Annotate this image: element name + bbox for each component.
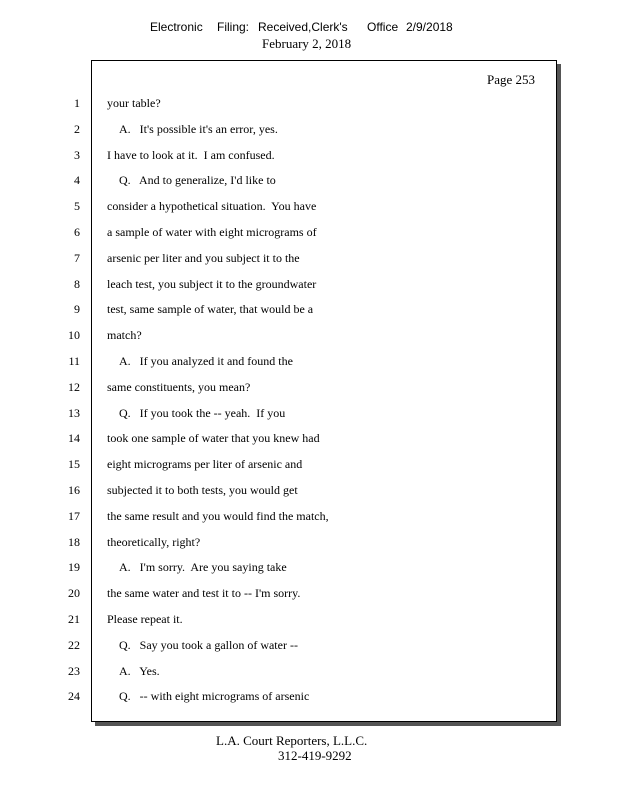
transcript-line: arsenic per liter and you subject it to the [107, 251, 300, 265]
line-number: 13 [68, 406, 80, 420]
line-number: 20 [68, 586, 80, 600]
transcript-line: match? [107, 328, 142, 342]
line-number: 9 [74, 302, 80, 316]
transcript-line: test, same sample of water, that would be a [107, 302, 314, 316]
transcript-line: eight micrograms per liter of arsenic and [107, 457, 303, 471]
line-number: 1 [74, 96, 80, 110]
line-number: 23 [68, 664, 80, 678]
stamp-word: Received,Clerk's [258, 20, 348, 34]
transcript-line: theoretically, right? [107, 535, 201, 549]
line-number: 24 [68, 689, 80, 703]
line-number: 4 [74, 173, 80, 187]
reporter-phone: 312-419-9292 [278, 748, 352, 763]
page-number: Page 253 [487, 72, 536, 87]
transcript-line: your table? [107, 96, 161, 110]
transcript-line: Q. If you took the -- yeah. If you [119, 406, 286, 420]
transcript-line: Please repeat it. [107, 612, 183, 626]
line-number: 22 [68, 638, 80, 652]
transcript-line: took one sample of water that you knew had [107, 431, 320, 445]
line-number: 14 [68, 431, 80, 445]
line-number: 10 [68, 328, 80, 342]
line-number: 8 [74, 277, 80, 291]
stamp-word: Office [367, 20, 399, 34]
transcript-line: Q. And to generalize, I'd like to [119, 173, 276, 187]
transcript-line: A. If you analyzed it and found the [119, 354, 293, 368]
transcript-line: same constituents, you mean? [107, 380, 251, 394]
line-number: 2 [74, 122, 80, 136]
line-number: 15 [68, 457, 80, 471]
transcript-line: A. It's possible it's an error, yes. [119, 122, 278, 136]
transcript-line: subjected it to both tests, you would get [107, 483, 298, 497]
stamp-word: 2/9/2018 [406, 20, 453, 34]
transcript-line: the same water and test it to -- I'm sorry. [107, 586, 301, 600]
transcript-line: a sample of water with eight micrograms of [107, 225, 317, 239]
transcript-line: A. I'm sorry. Are you saying take [119, 560, 287, 574]
line-number: 6 [74, 225, 80, 239]
transcript-line: Q. -- with eight micrograms of arsenic [119, 689, 310, 703]
line-number: 12 [68, 380, 80, 394]
reporter-company: L.A. Court Reporters, L.L.C. [216, 733, 368, 748]
line-number: 3 [74, 148, 80, 162]
transcript-line: consider a hypothetical situation. You have [107, 199, 317, 213]
line-number: 17 [68, 509, 80, 523]
line-number: 16 [68, 483, 80, 497]
line-number: 7 [74, 251, 80, 265]
stamp-word: Filing: [217, 20, 250, 34]
transcript-line: the same result and you would find the match, [107, 509, 329, 523]
line-number: 18 [68, 535, 80, 549]
transcript-line: leach test, you subject it to the groundwater [107, 277, 317, 291]
transcript-line: A. Yes. [119, 664, 160, 678]
line-number: 5 [74, 199, 80, 213]
stamp-word: Electronic [150, 20, 203, 34]
filed-date: February 2, 2018 [262, 36, 352, 51]
line-number: 11 [68, 354, 80, 368]
transcript-line: I have to look at it. I am confused. [107, 148, 275, 162]
line-number: 19 [68, 560, 80, 574]
line-number: 21 [68, 612, 80, 626]
transcript-line: Q. Say you took a gallon of water -- [119, 638, 298, 652]
